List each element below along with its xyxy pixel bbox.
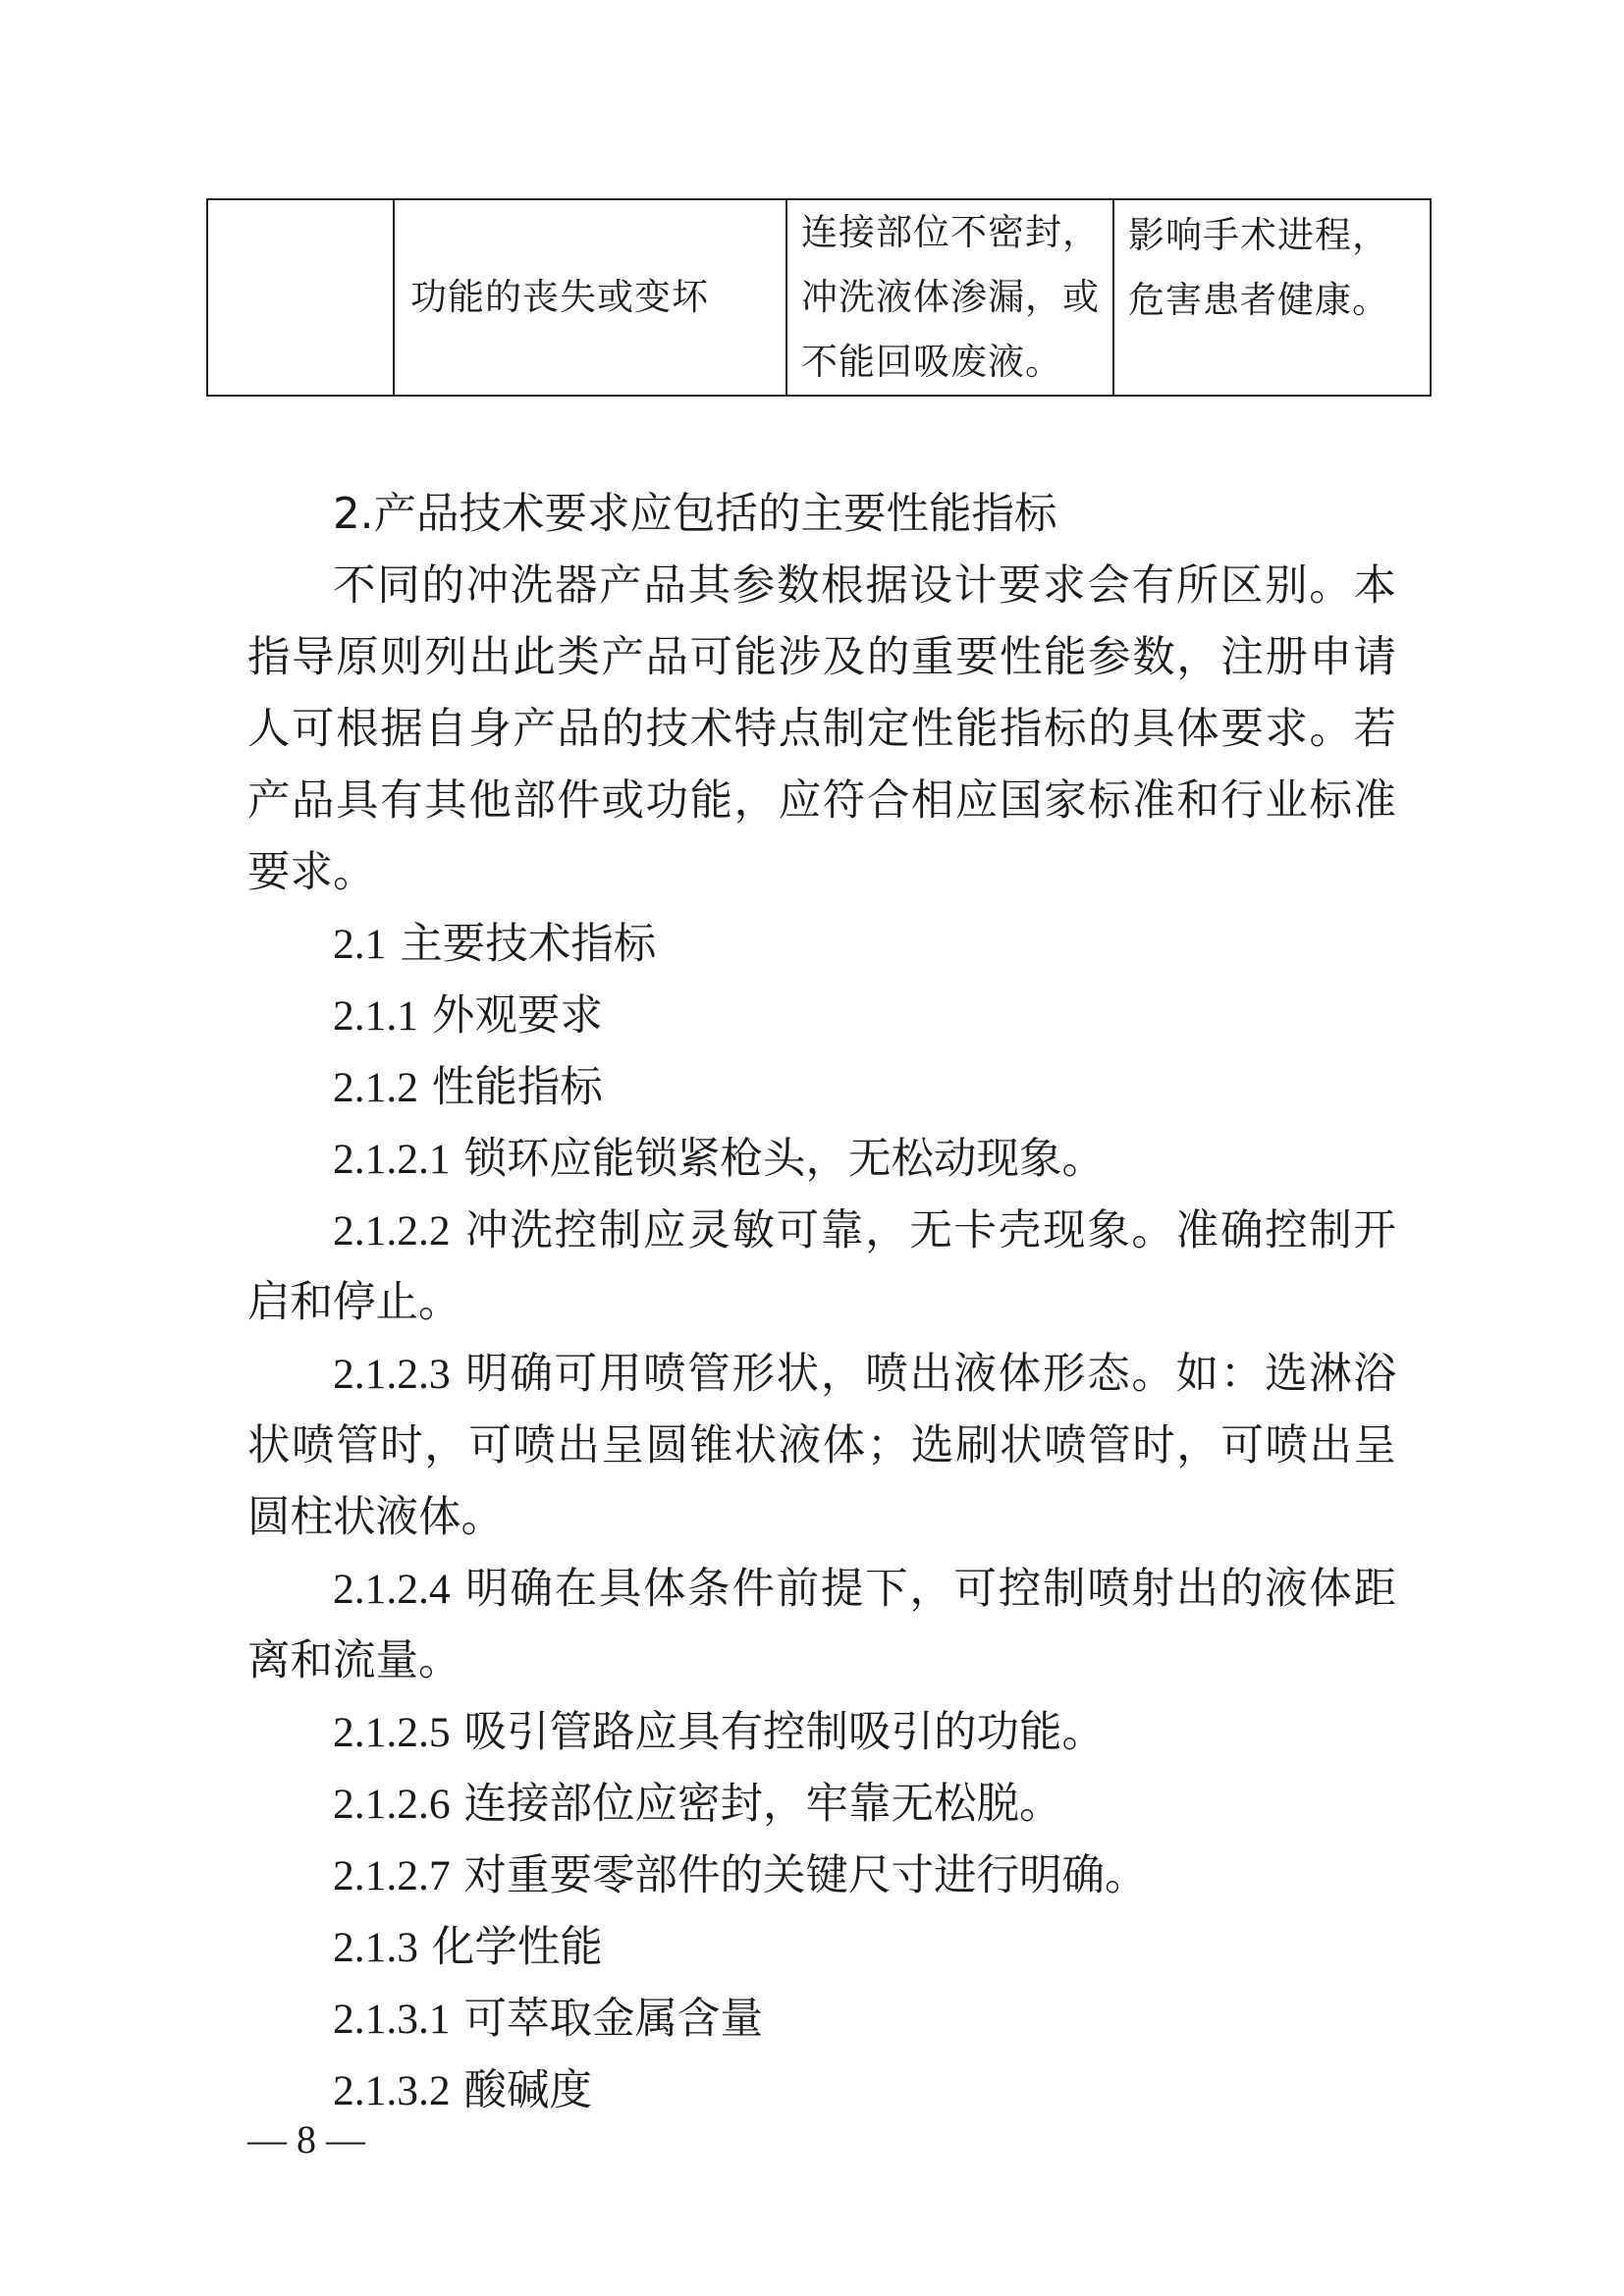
item-number: 2.1.3.1 [333, 1996, 451, 2043]
item-text: 外观要求 [418, 991, 603, 1041]
table-row [207, 199, 1431, 396]
table-cell-cause [786, 199, 1113, 396]
item-2-1-2-5 [247, 1697, 1396, 1769]
item-number: 2.1.2.1 [333, 1136, 451, 1183]
item-text: 可萃取金属含量 [450, 1995, 763, 2044]
item-text: 明确在具体条件前提下，可控制喷射出的液体距离和流量。 [247, 1565, 1396, 1685]
item-2-1-2-6 [247, 1769, 1396, 1841]
item-number: 2.1.2.5 [333, 1709, 451, 1756]
item-2-1-3-1 [247, 1984, 1396, 2056]
page-number: — 8 — [247, 2117, 365, 2162]
item-text: 冲洗控制应灵敏可靠，无卡壳现象。准确控制开启和停止。 [247, 1206, 1396, 1327]
cause-line: 不能回吸废液。 [801, 341, 1062, 383]
item-number: 2.1.2.4 [333, 1566, 451, 1613]
section-intro: 不同的冲洗器产品其参数根据设计要求会有所区别。本指导原则列出此类产品可能涉及的重要性能参数，注册申请人可根据自身产品的技术特点制定性能指标的具体要求。若产品具有其他部件或功能，应符合相应国家标准和行业标准要求。 [247, 561, 1396, 897]
item-2-1-2-2 [247, 1196, 1396, 1339]
item-number: 2.1.2 [333, 1064, 418, 1111]
item-text: 主要技术指标 [386, 920, 657, 969]
item-number: 2.1.1 [333, 992, 418, 1040]
item-number: 2.1.3 [333, 1924, 418, 1971]
item-number: 2.1 [333, 921, 387, 968]
cause-line: 连接部位不密封， [801, 211, 1100, 253]
cause-line: 冲洗液体渗漏，或 [801, 276, 1100, 318]
item-number: 2.1.2.2 [333, 1207, 451, 1255]
document-body [247, 479, 1396, 2127]
item-text: 明确可用喷管形状，喷出液体形态。如：选淋浴状喷管时，可喷出呈圆锥状液体；选刷状喷管时，可喷出呈圆柱状液体。 [247, 1350, 1396, 1542]
item-2-1-3-2 [247, 2056, 1396, 2127]
item-2-1-1 [247, 981, 1396, 1052]
effect-line: 危害患者健康。 [1128, 279, 1389, 321]
section-title: 2.产品技术要求应包括的主要性能指标 [333, 490, 1057, 539]
item-2-1-3 [247, 1912, 1396, 1984]
item-number: 2.1.2.7 [333, 1852, 451, 1899]
item-text: 吸引管路应具有控制吸引的功能。 [450, 1708, 1105, 1757]
item-number: 2.1.2.3 [333, 1351, 451, 1398]
item-2-1-2-4 [247, 1554, 1396, 1697]
item-text: 化学性能 [418, 1923, 603, 1972]
effect-line: 影响手术进程， [1128, 214, 1389, 256]
item-2-1-2-3 [247, 1339, 1396, 1554]
table-cell-empty [207, 199, 394, 396]
item-2-1 [247, 909, 1396, 981]
table-cell-effect [1113, 199, 1431, 396]
item-2-1-2 [247, 1052, 1396, 1124]
item-text: 锁环应能锁紧枪头，无松动现象。 [450, 1135, 1105, 1184]
item-2-1-2-1 [247, 1124, 1396, 1196]
item-number: 2.1.2.6 [333, 1781, 451, 1828]
item-2-1-2-7 [247, 1841, 1396, 1912]
item-text: 对重要零部件的关键尺寸进行明确。 [450, 1851, 1148, 1900]
table-cell-hazard: 功能的丧失或变坏 [394, 199, 786, 396]
item-text: 性能指标 [418, 1063, 603, 1112]
item-text: 酸碱度 [450, 2066, 592, 2115]
item-text: 连接部位应密封，牢靠无松脱。 [450, 1780, 1062, 1829]
risk-analysis-table [206, 198, 1432, 397]
item-number: 2.1.3.2 [333, 2067, 451, 2114]
